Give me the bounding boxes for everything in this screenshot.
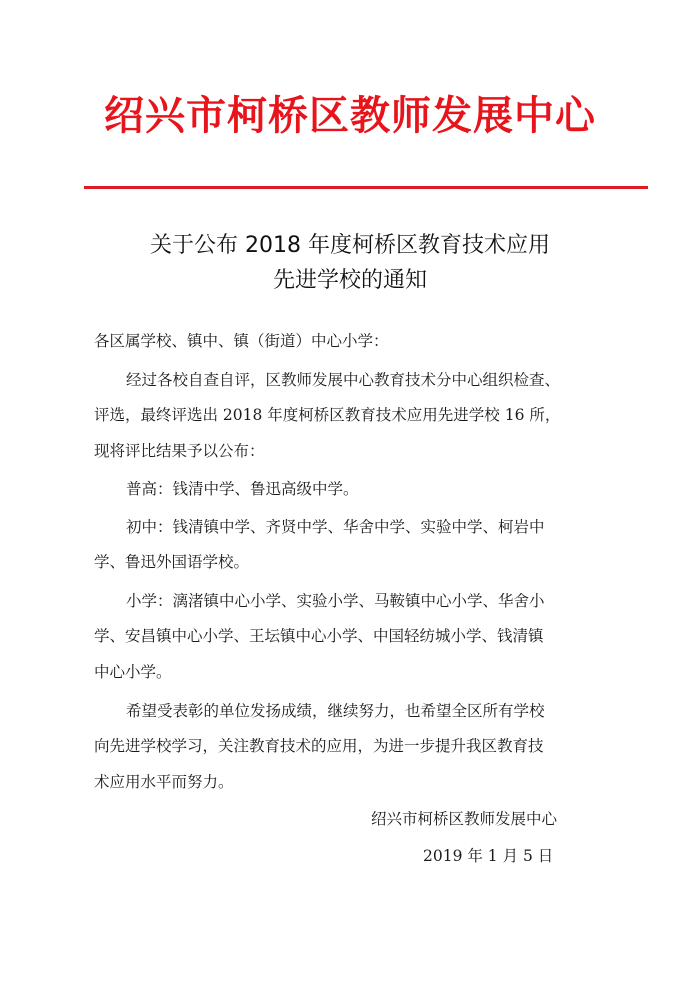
primary-school-line-2: 学、安昌镇中心小学、王坛镇中心小学、中国轻纺城小学、钱清镇 [94, 627, 544, 645]
letterhead-title: 绍兴市柯桥区教师发展中心 [104, 93, 596, 139]
letterhead-red-rule [84, 186, 648, 189]
primary-school-line-3: 中心小学。 [94, 663, 172, 681]
notice-title-line-1: 关于公布 2018 年度柯桥区教育技术应用 [150, 233, 550, 258]
intro-line-2: 评选，最终评选出 2018 年度柯桥区教育技术应用先进学校 16 所， [94, 406, 561, 424]
notice-title-line-2: 先进学校的通知 [272, 268, 427, 293]
middle-school-line-2: 学、鲁迅外国语学校。 [94, 553, 250, 571]
signature-organization: 绍兴市柯桥区教师发展中心 [371, 810, 558, 828]
intro-line-1: 经过各校自查自评，区教师发展中心教育技术分中心组织检查、 [126, 371, 561, 389]
primary-school-line-1: 小学：漓渚镇中心小学、实验小学、马鞍镇中心小学、华舍小 [126, 592, 545, 610]
closing-line-1: 希望受表彰的单位发扬成绩，继续努力，也希望全区所有学校 [126, 702, 545, 720]
high-school-list: 普高：钱清中学、鲁迅高级中学。 [126, 480, 359, 498]
signature-date: 2019 年 1 月 5 日 [423, 847, 554, 865]
salutation: 各区属学校、镇中、镇（街道）中心小学： [94, 332, 389, 350]
closing-line-2: 向先进学校学习，关注教育技术的应用，为进一步提升我区教育技 [94, 737, 544, 755]
intro-line-3: 现将评比结果予以公布： [94, 442, 265, 460]
closing-line-3: 术应用水平而努力。 [94, 773, 234, 791]
middle-school-line-1: 初中：钱清镇中学、齐贤中学、华舍中学、实验中学、柯岩中 [126, 518, 545, 536]
